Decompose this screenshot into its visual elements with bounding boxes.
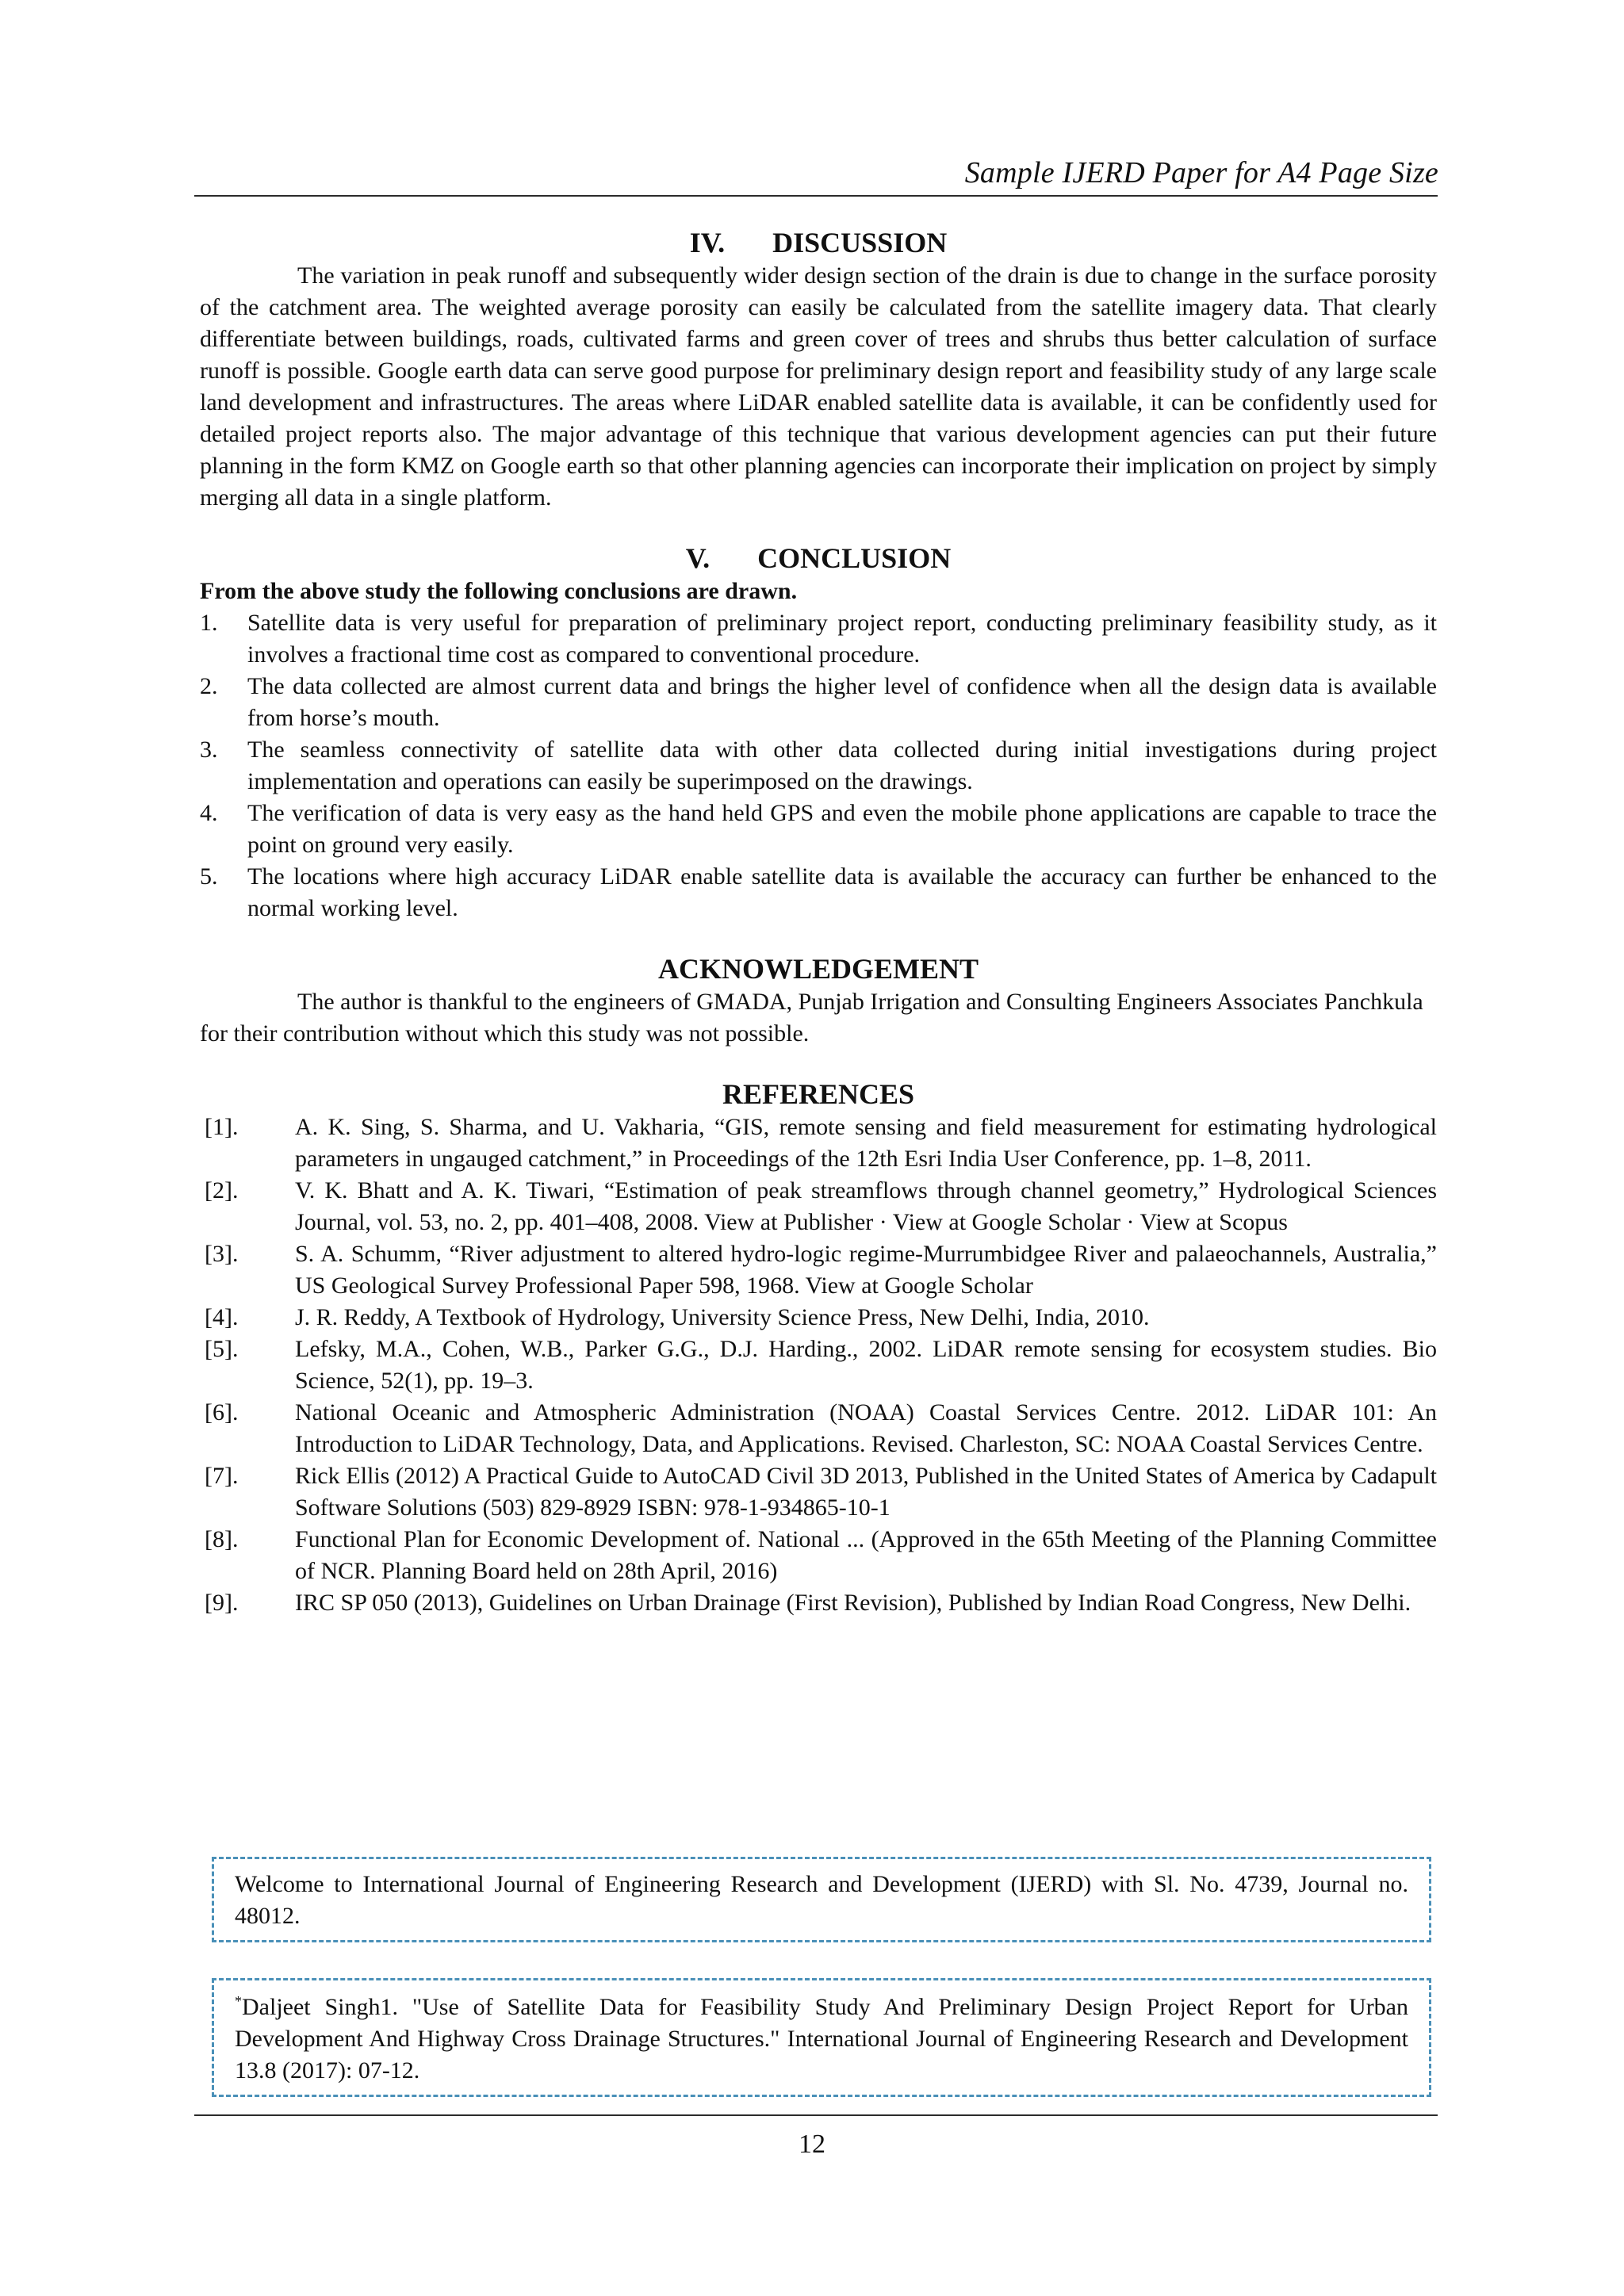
reference-text: Rick Ellis (2012) A Practical Guide to AutoCAD Civil 3D 2013, Published in the United States of America by Cadapult Software Solutions (503) 829-8929 ISBN: 978-1-934865-10-1 (295, 1463, 1437, 1521)
acknowledgement-heading: ACKNOWLEDGEMENT (657, 953, 979, 985)
welcome-text: Welcome to International Journal of Engineering Research and Development (IJERD) with Sl. No. 4739, Journal no. 48012. (235, 1871, 1408, 1929)
reference-text: V. K. Bhatt and A. K. Tiwari, “Estimation of peak streamflows through channel geometry,” Hydrological Sciences Journal, vol. 53, no. 2, pp. 401–408, 2008. View at Publisher · View at Google Scholar · View at Scopus (295, 1177, 1437, 1235)
discussion-paragraph: The variation in peak runoff and subsequently wider design section of the drain is due to change in the surface porosity of the catchment area. The weighted average porosity can easily be calculated from the satellite imagery data. That clearly differentiate between buildings, roads, cultivated farms and green cover of trees and shrubs thus better calculation of surface runoff is possible. Google earth data can serve good purpose for preliminary design report and feasibility study of any large scale land development and infrastructures. The areas where LiDAR enabled satellite data is available, it can be confidently used for detailed project reports also. The major advantage of this technique that various development agencies can put their future planning in the form KMZ on Google earth so that other planning agencies can incorporate their implication on project by simply merging all data in a single platform. (200, 262, 1437, 511)
reference-item (200, 1334, 1437, 1397)
reference-text: Functional Plan for Economic Development of. National ... (Approved in the 65th Meeting of the Planning Committee of NCR. Planning Board held on 28th April, 2016) (295, 1526, 1437, 1584)
reference-item (200, 1302, 1437, 1334)
reference-item (200, 1460, 1437, 1524)
list-item-number: 3. (200, 737, 218, 763)
spacer (200, 1050, 1437, 1077)
conclusion-title: CONCLUSION (757, 542, 952, 574)
list-item (200, 861, 1437, 924)
acknowledgement-paragraph: The author is thankful to the engineers of GMADA, Punjab Irrigation and Consulting Engineers Associates Panchkula for their contribution without which this study was not possible. (200, 989, 1423, 1047)
list-item (200, 671, 1437, 734)
reference-text: Lefsky, M.A., Cohen, W.B., Parker G.G., D.J. Harding., 2002. LiDAR remote sensing for ecosystem studies. Bio Science, 52(1), pp. 19–3. (295, 1336, 1437, 1394)
references-heading: REFERENCES (722, 1078, 915, 1110)
reference-item (200, 1112, 1437, 1175)
spacer (200, 924, 1437, 951)
reference-number: [7]. (205, 1463, 239, 1489)
page-content (200, 225, 1437, 1619)
conclusion-heading (200, 541, 1437, 576)
list-item-text: The verification of data is very easy as the hand held GPS and even the mobile phone applications are capable to trace the point on ground very easily. (247, 800, 1437, 858)
reference-number: [5]. (205, 1336, 239, 1362)
reference-number: [8]. (205, 1526, 239, 1552)
reference-text: A. K. Sing, S. Sharma, and U. Vakharia, “GIS, remote sensing and field measurement for estimating hydrological parameters in ungauged catchment,” in Proceedings of the 12th Esri India User Conference, pp. 1–8, 2011. (295, 1114, 1437, 1172)
list-item-text: The seamless connectivity of satellite data with other data collected during initial investigations during project implementation and operations can easily be superimposed on the drawings. (247, 737, 1437, 794)
reference-item (200, 1397, 1437, 1460)
reference-text: S. A. Schumm, “River adjustment to altered hydro-logic regime-Murrumbidgee River and palaeochannels, Australia,” US Geological Survey Professional Paper 598, 1968. View at Google Scholar (295, 1241, 1437, 1299)
list-item (200, 607, 1437, 671)
citation-marker: * (235, 1993, 242, 2009)
list-item-text: The locations where high accuracy LiDAR enable satellite data is available the accuracy can further be enhanced to the normal working level. (247, 863, 1437, 921)
running-header: Sample IJERD Paper for A4 Page Size (964, 156, 1438, 189)
conclusion-lead: From the above study the following conclusions are drawn. (200, 578, 798, 604)
reference-number: [6]. (205, 1399, 239, 1425)
discussion-number: IV. (689, 227, 726, 258)
conclusion-number: V. (685, 542, 710, 574)
list-item-number: 4. (200, 800, 218, 826)
header-rule (194, 195, 1438, 197)
spacer (200, 514, 1437, 541)
citation-box (212, 1978, 1431, 2097)
list-item (200, 798, 1437, 861)
list-item-text: The data collected are almost current data and brings the higher level of confidence when all the design data is available from horse’s mouth. (247, 673, 1437, 731)
list-item (200, 734, 1437, 798)
list-item-text: Satellite data is very useful for preparation of preliminary project report, conducting preliminary feasibility study, as it involves a fractional time cost as compared to conventional procedure. (247, 610, 1437, 668)
discussion-heading (200, 225, 1437, 260)
reference-text: IRC SP 050 (2013), Guidelines on Urban Drainage (First Revision), Published by Indian Road Congress, New Delhi. (295, 1590, 1411, 1616)
reference-text: J. R. Reddy, A Textbook of Hydrology, University Science Press, New Delhi, India, 2010. (295, 1304, 1150, 1330)
reference-item (200, 1524, 1437, 1587)
citation-text: Daljeet Singh1. "Use of Satellite Data for Feasibility Study And Preliminary Design Project Report for Urban Development And Highway Cross Drainage Structures." International Journal of Engineering Research and Development 13.8 (2017): 07-12. (235, 1994, 1408, 2084)
reference-number: [2]. (205, 1177, 239, 1203)
footer-rule (194, 2114, 1438, 2116)
conclusion-list (200, 607, 1437, 924)
list-item-number: 5. (200, 863, 218, 890)
reference-item (200, 1587, 1437, 1619)
page-number: 12 (799, 2130, 825, 2159)
reference-item (200, 1175, 1437, 1238)
reference-number: [1]. (205, 1114, 239, 1140)
welcome-box (212, 1857, 1431, 1942)
discussion-title: DISCUSSION (772, 227, 948, 258)
reference-text: National Oceanic and Atmospheric Administration (NOAA) Coastal Services Centre. 2012. LiDAR 101: An Introduction to LiDAR Technology, Data, and Applications. Revised. Charleston, SC: NOAA Coastal Services Centre. (295, 1399, 1437, 1457)
reference-number: [3]. (205, 1241, 239, 1267)
list-item-number: 2. (200, 673, 218, 699)
reference-item (200, 1238, 1437, 1302)
reference-number: [9]. (205, 1590, 239, 1616)
list-item-number: 1. (200, 610, 218, 636)
reference-number: [4]. (205, 1304, 239, 1330)
references-list (200, 1112, 1437, 1619)
